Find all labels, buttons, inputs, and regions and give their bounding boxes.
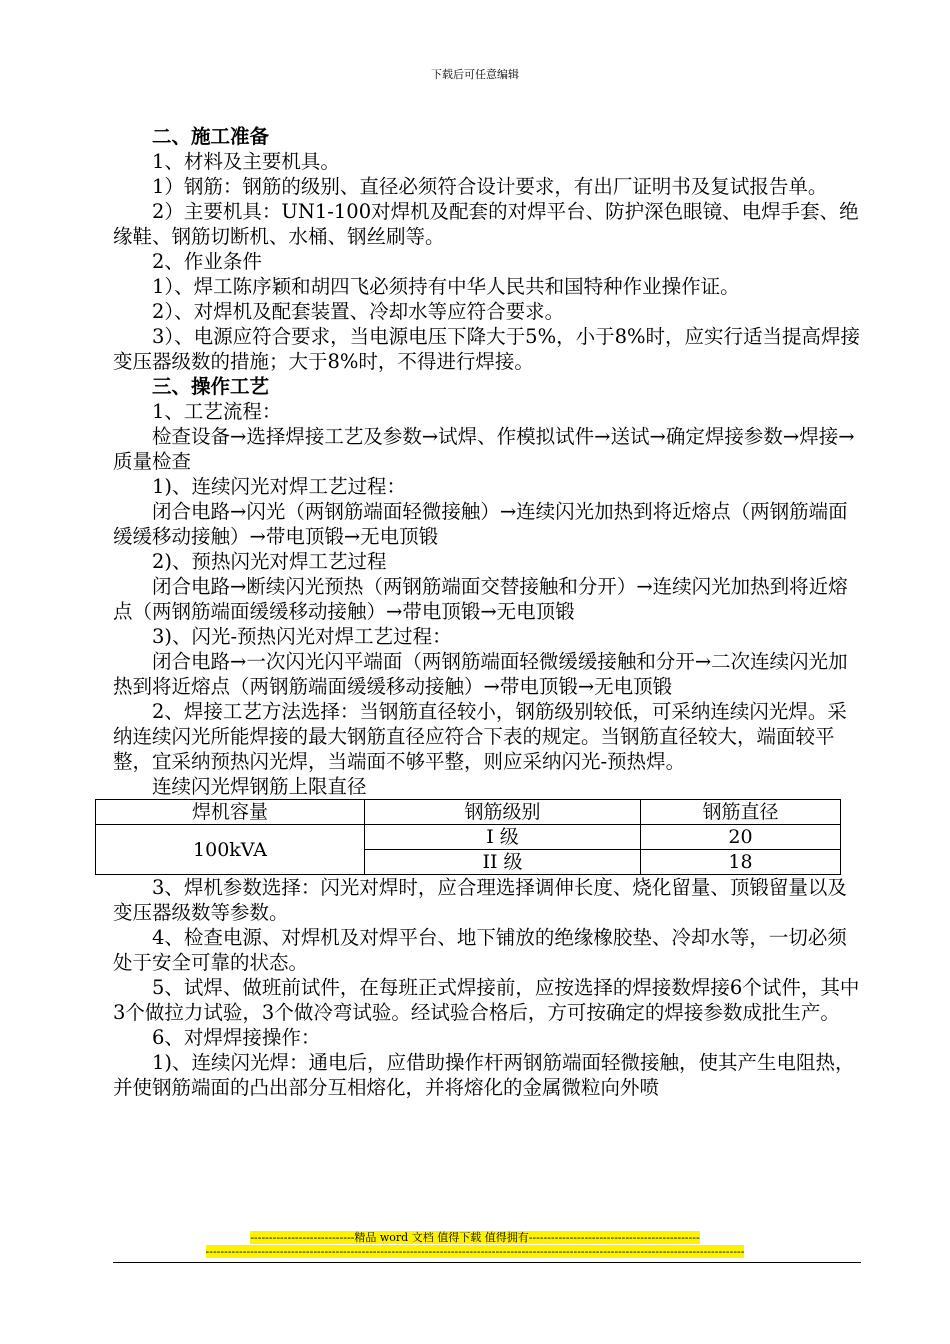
paragraph: 1、材料及主要机具。: [152, 150, 340, 173]
paragraph: 2）、对焊机及配套装置、冷却水等应符合要求。: [152, 300, 565, 323]
section-heading-operation-process: 三、操作工艺: [152, 375, 270, 398]
paragraph: 6、对焊焊接操作：: [152, 1026, 321, 1049]
paragraph: 3、焊机参数选择：闪光对焊时，应合理选择调伸长度、烧化留量、顶锻留量以及变压器级数等参数。: [113, 876, 847, 924]
paragraph: 2)、预热闪光对焊工艺过程: [152, 550, 387, 573]
paragraph: 闭合电路→一次闪光闪平端面（两钢筋端面轻微缓缓接触和分开→二次连续闪光加热到将近熔点（两钢筋端面缓缓移动接触）→带电顶锻→无电顶锻: [113, 650, 848, 698]
table-header-cell: 焊机容量: [96, 800, 365, 825]
paragraph: 2、焊接工艺方法选择：当钢筋直径较小，钢筋级别较低，可采纳连续闪光焊。采纳连续闪光所能焊接的最大钢筋直径应符合下表的规定。当钢筋直径较大，端面较平整，宜采纳预热闪光焊，当端面不够平整，则应采纳闪光-预热焊。: [113, 700, 847, 773]
document-body: [113, 124, 861, 1100]
footer-dash-text: -------------------------------------------------------------------------------------------------------------------------------------------------: [205, 1245, 745, 1258]
paragraph: 检查设备→选择焊接工艺及参数→试焊、作模拟试件→送试→确定焊接参数→焊接→质量检查: [113, 425, 855, 473]
paragraph: 5、试焊、做班前试件，在每班正式焊接前，应按选择的焊接数焊接6个试件，其中3个做拉力试验，3个做冷弯试验。经试验合格后，方可按确定的焊接参数成批生产。: [113, 976, 860, 1024]
table-header-cell: 钢筋级别: [365, 800, 641, 825]
table-header-cell: 钢筋直径: [641, 800, 841, 825]
table-header-row: [96, 800, 841, 825]
table-cell-grade: II 级: [365, 850, 641, 875]
paragraph: 3)、闪光-预热闪光对焊工艺过程：: [152, 625, 452, 648]
table-cell-grade: I 级: [365, 825, 641, 850]
page-header: 下载后可任意编辑: [431, 68, 519, 81]
paragraph: 1)、连续闪光对焊工艺过程：: [152, 475, 407, 498]
diameter-limit-table: [95, 799, 841, 875]
table-cell-capacity: 100kVA: [96, 825, 365, 875]
footer-banner: [0, 1232, 950, 1244]
table-cell-diameter: 18: [641, 850, 841, 875]
table-row: [96, 825, 841, 850]
paragraph: 1）钢筋：钢筋的级别、直径必须符合设计要求，有出厂证明书及复试报告单。: [152, 175, 828, 198]
paragraph: 4、检查电源、对焊机及对焊平台、地下铺放的绝缘橡胶垫、冷却水等，一切必须处于安全可靠的状态。: [113, 926, 847, 974]
footer-dash-line: [0, 1246, 950, 1258]
paragraph: 2、作业条件: [152, 250, 262, 273]
paragraph: 1、工艺流程：: [152, 400, 282, 423]
paragraph: 3）、电源应符合要求，当电源电压下降大于5%，小于8%时，应实行适当提高焊接变压器级数的措施；大于8%时，不得进行焊接。: [113, 325, 861, 373]
footer-rule: [113, 1262, 861, 1263]
section-heading-construction-prep: 二、施工准备: [152, 125, 270, 148]
paragraph: 2）主要机具：UN1-100对焊机及配套的对焊平台、防护深色眼镜、电焊手套、绝缘鞋、钢筋切断机、水桶、钢丝刷等。: [113, 200, 859, 248]
footer-banner-text: ----------------------------精品 word 文档 值得下载 值得拥有----------------------------------------------: [250, 1231, 700, 1244]
paragraph: 闭合电路→断续闪光预热（两钢筋端面交替接触和分开）→连续闪光加热到将近熔点（两钢筋端面缓缓移动接触）→带电顶锻→无电顶锻: [113, 575, 848, 623]
paragraph: 闭合电路→闪光（两钢筋端面轻微接触）→连续闪光加热到将近熔点（两钢筋端面缓缓移动接触）→带电顶锻→无电顶锻: [113, 500, 848, 548]
paragraph: 1)、连续闪光焊：通电后，应借助操作杆两钢筋端面轻微接触，使其产生电阻热，并使钢筋端面的凸出部分互相熔化，并将熔化的金属微粒向外喷: [113, 1051, 855, 1099]
paragraph: 1）、焊工陈序颖和胡四飞必须持有中华人民共和国特种作业操作证。: [152, 275, 740, 298]
table-cell-diameter: 20: [641, 825, 841, 850]
table-caption: 连续闪光焊钢筋上限直径: [152, 775, 367, 798]
